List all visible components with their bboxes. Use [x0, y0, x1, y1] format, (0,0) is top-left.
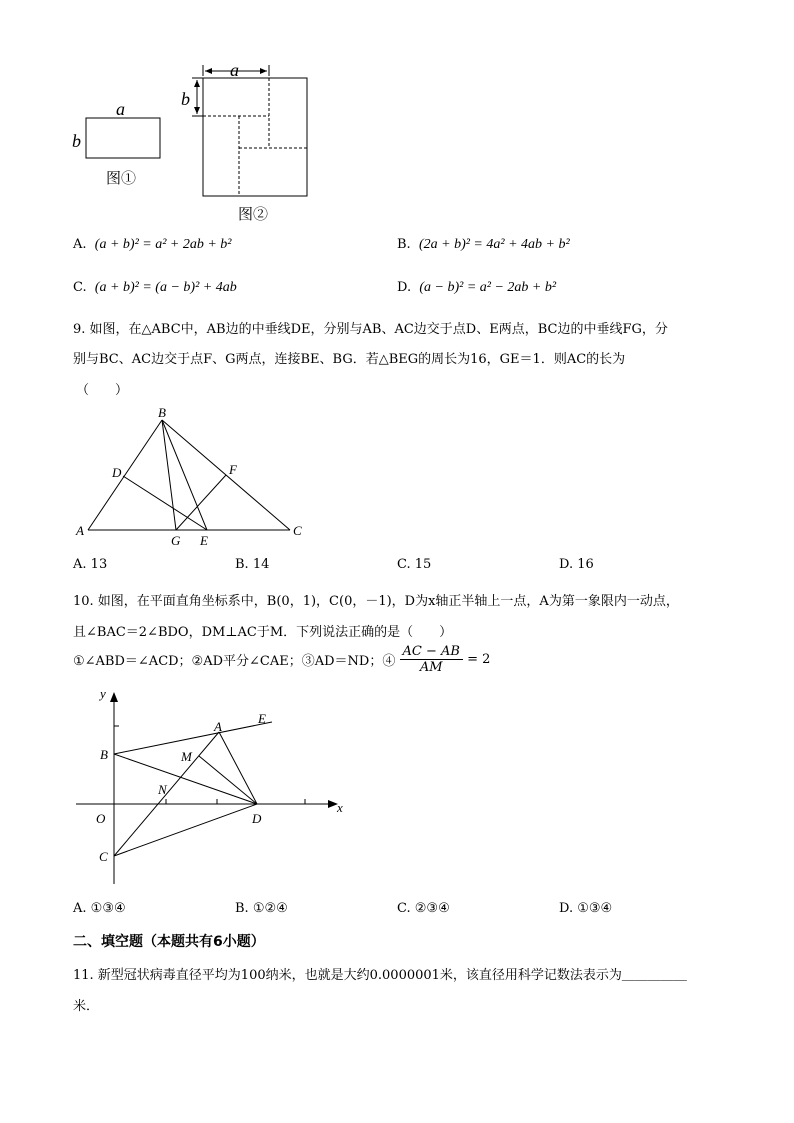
- q10-coordinate-figure: [72, 686, 362, 890]
- q10-option-c: C. ②③④: [397, 901, 450, 916]
- q10-text-line1: 10. 如图，在平面直角坐标系中，B(0，1)，C(0，－1)，D为x轴正半轴上一点，A为第一象限内一动点，: [73, 594, 679, 609]
- q11-text: 11. 新型冠状病毒直径平均为100纳米，也就是大约0.0000001米，该直径用科学记数法表示为: [73, 968, 622, 983]
- q10-option-b: B. ①②④: [235, 901, 288, 916]
- point-b-label: B: [158, 405, 166, 420]
- point-g-label: G: [171, 533, 181, 548]
- fraction-rhs: = 2: [467, 652, 491, 667]
- answer-blank[interactable]: ＿＿＿＿＿: [621, 968, 687, 983]
- q9-option-a: A. 13: [73, 557, 108, 572]
- origin-label: O: [96, 811, 106, 826]
- point-c-label: C: [99, 849, 108, 864]
- q10-text-line2: 且∠BAC＝2∠BDO，DM⊥AC于M．下列说法正确的是（ ）: [73, 625, 453, 640]
- point-a-label: A: [76, 523, 84, 538]
- option-label: C.: [73, 280, 87, 295]
- point-m-label: M: [181, 749, 192, 764]
- q9-triangle-figure: [72, 404, 312, 550]
- axis-y-label: y: [100, 686, 106, 701]
- point-d-label: D: [112, 465, 122, 480]
- option-text: (a + b)² = (a − b)² + 4ab: [94, 280, 237, 295]
- fig1-label-a: a: [116, 99, 125, 119]
- point-b-label: B: [100, 747, 108, 762]
- option-label: A.: [73, 237, 87, 252]
- q11-text-line1: [73, 964, 687, 983]
- fig2-caption: 图②: [238, 207, 269, 223]
- q8-figure: [60, 58, 330, 228]
- statements-text: ①∠ABD＝∠ACD；②AD平分∠CAE；③AD＝ND；④: [73, 654, 396, 669]
- option-text: (a + b)² = a² + 2ab + b²: [94, 237, 232, 252]
- option-text: (a − b)² = a² − 2ab + b²: [419, 280, 557, 295]
- q8-option-b: [397, 237, 570, 253]
- fig1-label-b: b: [72, 131, 81, 151]
- q9-text-line2: 别与BC、AC边交于点F、G两点，连接BE、BG．若△BEG的周长为16，GE＝1．则AC的长为: [73, 352, 626, 367]
- option-label: B.: [397, 237, 411, 252]
- point-d-label: D: [252, 811, 262, 826]
- point-e-label: E: [200, 533, 208, 548]
- point-c-label: C: [293, 523, 302, 538]
- option-text: (2a + b)² = 4a² + 4ab + b²: [418, 237, 570, 252]
- point-e-label: E: [258, 711, 266, 726]
- axis-x-label: x: [337, 800, 343, 815]
- q8-option-a: [73, 237, 232, 253]
- q11-text-line2: 米．: [73, 999, 100, 1014]
- q9-text-line1: 9. 如图，在△ABC中，AB边的中垂线DE，分别与AB、AC边交于点D、E两点，BC边的中垂线FG，分: [73, 322, 668, 337]
- fig1-rectangle: [86, 118, 160, 158]
- fig2-label-b: b: [181, 89, 190, 109]
- q9-option-c: C. 15: [397, 557, 432, 572]
- q9-option-b: B. 14: [235, 557, 270, 572]
- q9-option-d: D. 16: [559, 557, 594, 572]
- q10-statements: [73, 644, 490, 675]
- point-f-label: F: [229, 462, 237, 477]
- fraction-numerator: AC − AB: [400, 644, 463, 660]
- option-label: D.: [397, 280, 412, 295]
- fig2-label-a: a: [230, 60, 239, 80]
- fig2-square: [203, 78, 307, 196]
- point-n-label: N: [158, 782, 167, 797]
- section-title: 二、填空题（本题共有6小题）: [73, 934, 265, 950]
- point-a-label: A: [214, 719, 222, 734]
- q10-option-a: A. ①③④: [73, 901, 126, 916]
- q8-option-d: [397, 280, 556, 296]
- q8-option-c: [73, 280, 237, 296]
- q9-text-line3: （ ）: [76, 383, 129, 398]
- fig1-caption: 图①: [106, 171, 137, 187]
- statement-4-fraction: [400, 644, 463, 675]
- q10-option-d: D. ①③④: [559, 901, 613, 916]
- fraction-denominator: AM: [419, 660, 443, 675]
